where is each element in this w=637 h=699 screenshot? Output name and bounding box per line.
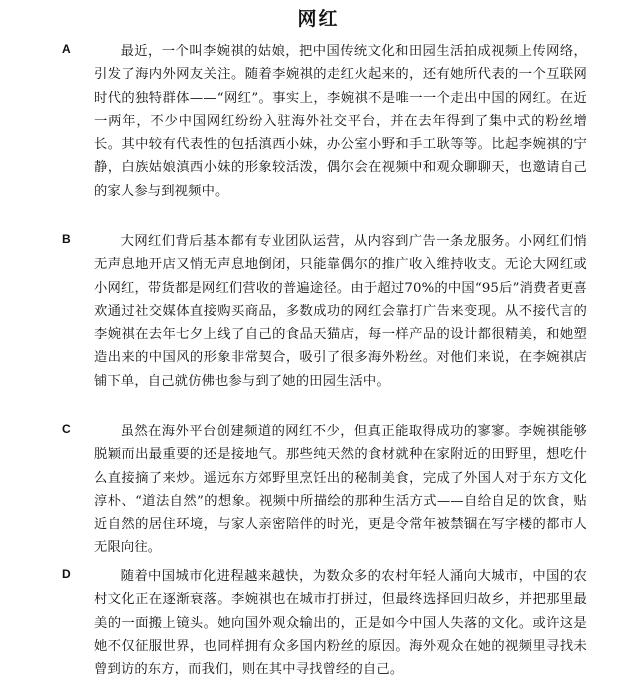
section-paragraph: 最近，一个叫李婉祺的姑娘，把中国传统文化和田园生活拍成视频上传网络，引发了海内外网友关注。随着李婉祺的走红火起来的，还有她所代表的一个互联网时代的独特群体——“网红”。事实上，李婉祺不是唯一一个走出中国的网红。在近一两年，不少中国网红纷纷入驻海外社交平台，并在去年得到了集中式的粉丝增长。其中较有代表性的包括滇西小妹，办公室小野和手工耿等等。比起李婉祺的宁静，白族姑娘滇西小妹的形象较活泼，偶尔会在视频中和观众聊聊天，也邀请自己的家人参与到视频中。 <box>94 44 587 199</box>
section-label: A <box>62 42 71 56</box>
section-paragraph: 虽然在海外平台创建频道的网红不少，但真正能取得成功的寥寥。李婉祺能够脱颖而出最重要的还是接地气。那些纯天然的食材就种在家附近的田野里，想吃什么直接摘了来炒。遥远东方郊野里烹饪出的秘制美食，完成了外国人对于东方文化淳朴、“道法自然”的想象。视频中所描绘的那种生活方式——自给自足的饮食，贴近自然的居住环境，与家人亲密陪伴的时光，更是令常年被禁锢在写字楼的都市人无限向往。 <box>94 424 587 556</box>
section-label: B <box>62 232 71 246</box>
page-title: 网红 <box>297 8 340 30</box>
section-paragraph: 随着中国城市化进程越来越快，为数众多的农村年轻人涌向大城市，中国的农村文化正在逐渐衰落。李婉祺也在城市打拼过，但最终选择回归故乡，并把那里最美的一面搬上镜头。她向国外观众输出的，正是如今中国人失落的文化。或许这是她不仅征服世界，也同样拥有众多国内粉丝的原因。海外观众在她的视频里寻找未曾到访的东方，而我们，则在其中寻找曾经的自己。 <box>94 569 587 678</box>
section-label: D <box>62 567 71 581</box>
section-paragraph: 大网红们背后基本都有专业团队运营，从内容到广告一条龙服务。小网红们悄无声息地开店又悄无声息地倒闭，只能靠偶尔的推广收入维持收支。无论大网红或小网红，带货都是网红们营收的普遍途径。由于超过70%的中国“95后”消费者更喜欢通过社交媒体直接购买商品，多数成功的网红会靠打广告来变现。从不接代言的李婉祺在去年七夕上线了自己的食品天猫店，每一样产品的设计都很精美，和她塑造出来的中国风的形象非常契合，吸引了很多海外粉丝。对他们来说，在李婉祺店铺下单，自己就仿佛也参与到了她的田园生活中。 <box>94 234 587 389</box>
section-label: C <box>62 422 71 436</box>
